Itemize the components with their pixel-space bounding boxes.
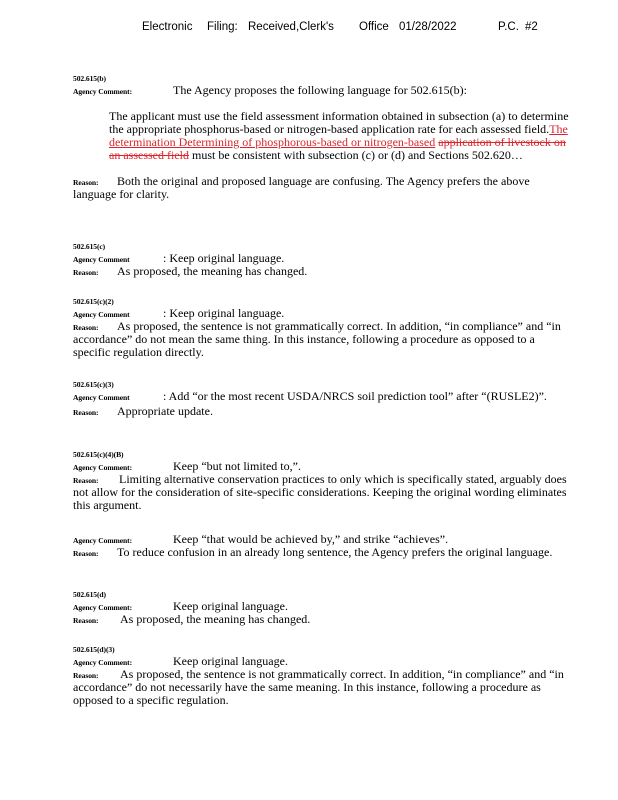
proposed-language-quote	[73, 110, 573, 162]
reason-label: Reason:	[73, 408, 99, 417]
agency-comment-text: Keep “that would be achieved by,” and strike “achieves”.	[173, 532, 449, 546]
agency-comment-label: Agency Comment:	[73, 658, 133, 667]
quote-deleted-text: application of livestock on an assessed field	[109, 135, 566, 162]
reason-row	[73, 265, 573, 278]
section-label: 502.615(b)	[73, 74, 106, 83]
reason-row	[73, 546, 573, 559]
reason-label: Reason:	[73, 323, 99, 332]
reason-label: Reason:	[73, 549, 99, 558]
reason-label: Reason:	[73, 178, 99, 187]
quote-inserted-text: The determination Determining of phosphorous-based or nitrogen-based	[109, 122, 568, 149]
header-date: 01/28/2022	[399, 21, 457, 33]
section-502-615-c-3	[73, 380, 573, 418]
reason-row	[73, 613, 573, 626]
agency-comment-row	[73, 390, 573, 403]
header-number: #2	[525, 21, 538, 33]
reason-label: Reason:	[73, 671, 99, 680]
reason-text: As proposed, the sentence is not grammatically correct. In addition, “in compliance” and “in accordance” do not mean the same thing. In this instance, following a procedure as opposed to a specific regulation directly.	[73, 319, 561, 359]
section-label: 502.615(c)	[73, 242, 106, 251]
reason-text: To reduce confusion in an already long sentence, the Agency prefers the original language.	[117, 545, 553, 559]
agency-comment-text: : Keep original language.	[163, 306, 285, 320]
section-label: 502.615(c)(3)	[73, 380, 114, 389]
agency-comment-label: Agency Comment	[73, 255, 130, 264]
agency-comment-text: Keep original language.	[173, 599, 288, 613]
section-502-615-c-2	[73, 297, 573, 359]
agency-comment-text: Keep original language.	[173, 654, 288, 668]
agency-comment-text: The Agency proposes the following language for 502.615(b):	[173, 83, 467, 97]
header-received: Received,Clerk's	[248, 21, 334, 33]
reason-text: As proposed, the meaning has changed.	[117, 264, 308, 278]
quote-original-text: The applicant must use the field assessment information obtained in subsection (a) to determine the appropriate phosphorus-based or nitrogen-based application rate for each assessed field.	[109, 109, 569, 136]
agency-comment-row	[73, 84, 573, 97]
agency-comment-label: Agency Comment:	[73, 603, 133, 612]
reason-row	[73, 668, 573, 707]
reason-label: Reason:	[73, 476, 99, 485]
quote-remaining-text: must be consistent with subsection (c) or (d) and Sections 502.620…	[188, 148, 523, 162]
agency-comment-text: : Keep original language.	[163, 251, 285, 265]
agency-comment-text: : Add “or the most recent USDA/NRCS soil prediction tool” after “(RUSLE2)”.	[163, 389, 547, 403]
header-pc: P.C.	[498, 21, 519, 33]
reason-row	[73, 405, 573, 418]
section-label: 502.615(d)(3)	[73, 645, 115, 654]
reason-label: Reason:	[73, 616, 99, 625]
header-filing: Filing:	[207, 21, 238, 33]
reason-text: Limiting alternative conservation practices to only which is specifically stated, arguably does not allow for the consideration of site-specific considerations. Keeping the original wording eliminates this argument.	[73, 472, 567, 512]
reason-text: As proposed, the meaning has changed.	[120, 612, 311, 626]
section-label: 502.615(d)	[73, 590, 106, 599]
section-502-615-c-4-b-continued	[73, 533, 573, 559]
filing-header	[0, 21, 618, 37]
reason-row	[73, 175, 573, 201]
reason-label: Reason:	[73, 268, 99, 277]
header-office: Office	[359, 21, 389, 33]
agency-comment-label: Agency Comment:	[73, 463, 133, 472]
reason-text: Both the original and proposed language are confusing. The Agency prefers the above language for clarity.	[73, 174, 530, 201]
section-502-615-c-4-b	[73, 450, 573, 512]
reason-text: As proposed, the sentence is not grammatically correct. In addition, “in compliance” and “in accordance” do not necessarily have the same meaning. In this instance, following a procedure as opposed to a specific regulation.	[73, 667, 564, 707]
header-electronic: Electronic	[142, 21, 193, 33]
agency-comment-label: Agency Comment	[73, 310, 130, 319]
reason-row	[73, 473, 573, 512]
section-label: 502.615(c)(2)	[73, 297, 114, 306]
reason-text: Appropriate update.	[117, 404, 213, 418]
agency-comment-label: Agency Comment	[73, 393, 130, 402]
section-label: 502.615(c)(4)(B)	[73, 450, 124, 459]
section-502-615-b	[73, 74, 573, 201]
section-502-615-c	[73, 242, 573, 278]
agency-comment-label: Agency Comment:	[73, 536, 133, 545]
agency-comment-text: Keep “but not limited to,”.	[173, 459, 301, 473]
section-502-615-d-3	[73, 645, 573, 707]
reason-row	[73, 320, 573, 359]
agency-comment-label: Agency Comment:	[73, 87, 133, 96]
section-502-615-d	[73, 590, 573, 626]
